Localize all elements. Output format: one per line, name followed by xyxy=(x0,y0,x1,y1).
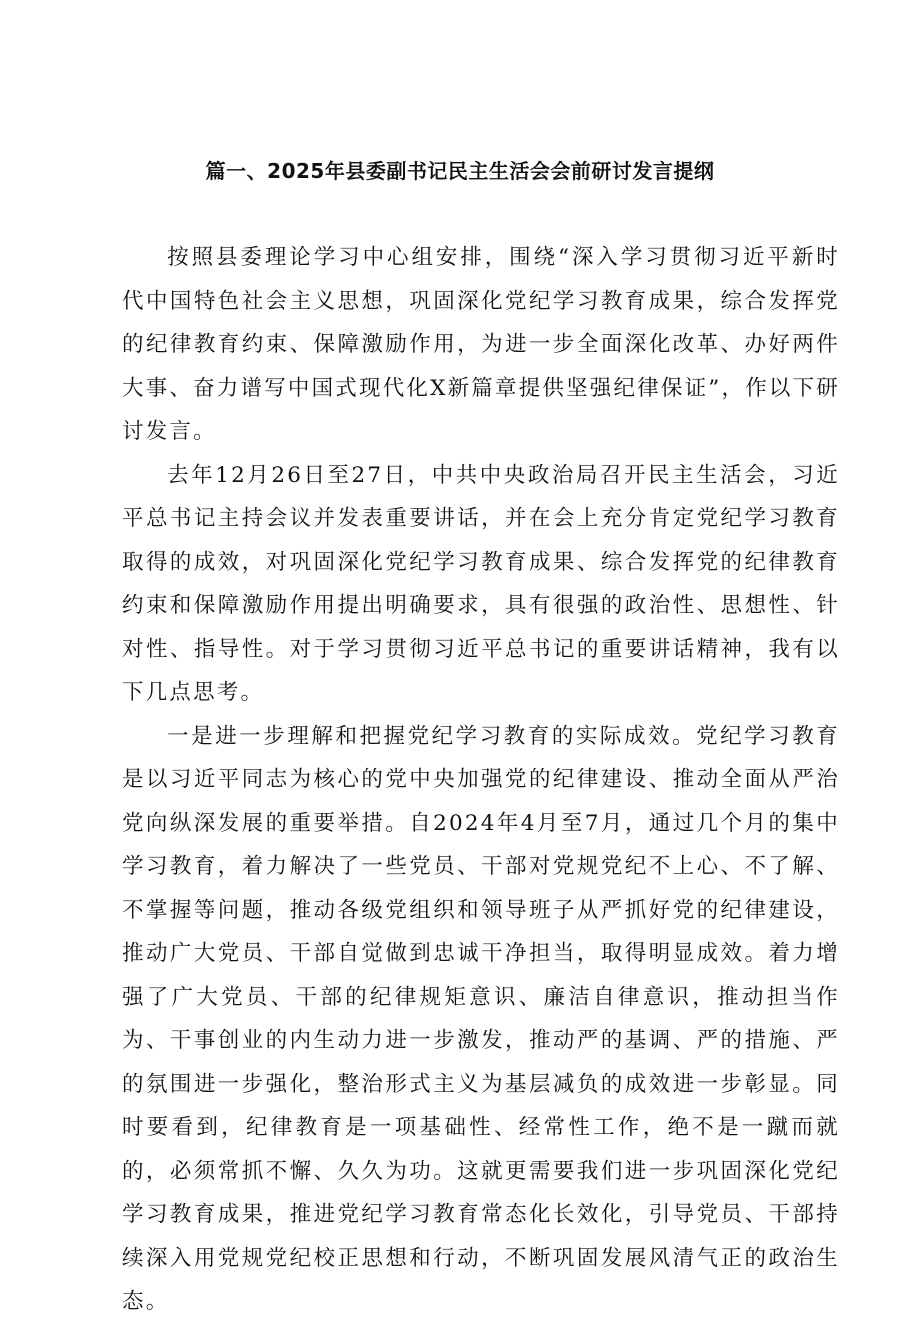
paragraph-point-one: 一是进一步理解和把握党纪学习教育的实际成效。党纪学习教育是以习近平同志为核心的党中央加强党的纪律建设、推动全面从严治党向纵深发展的重要举措。自2024年4月至7月，通过几个月的集中学习教育，着力解决了一些党员、干部对党规党纪不上心、不了解、不掌握等问题，推动各级党组织和领导班子从严抓好党的纪律建设，推动广大党员、干部自觉做到忠诚干净担当，取得明显成效。着力增强了广大党员、干部的纪律规矩意识、廉洁自律意识，推动担当作为、干事创业的内生动力进一步激发，推动严的基调、严的措施、严的氛围进一步强化，整治形式主义为基层减负的成效进一步彰显。同时要看到，纪律教育是一项基础性、经常性工作，绝不是一蹴而就的，必须常抓不懈、久久为功。这就更需要我们进一步巩固深化党纪学习教育成果，推进党纪学习教育常态化长效化，引导党员、干部持续深入用党规党纪校正思想和行动，不断巩固发展风清气正的政治生态。 xyxy=(122,723,840,1314)
paragraph-intro: 按照县委理论学习中心组安排，围绕“深入学习贯彻习近平新时代中国特色社会主义思想，巩固深化党纪学习教育成果，综合发挥党的纪律教育约束、保障激励作用，为进一步全面深化改革、办好两件大事、奋力谱写中国式现代化X新篇章提供坚强纪律保证”，作以下研讨发言。 xyxy=(122,245,841,444)
document-title: 篇一、2025年县委副书记民主生活会会前研讨发言提纲 xyxy=(205,159,715,183)
paragraph-meeting: 去年12月26日至27日，中共中央政治局召开民主生活会，习近平总书记主持会议并发表重要讲话，并在会上充分肯定党纪学习教育取得的成效，对巩固深化党纪学习教育成果、综合发挥党的纪律教育约束和保障激励作用提出明确要求，具有很强的政治性、思想性、针对性、指导性。对于学习贯彻习近平总书记的重要讲话精神，我有以下几点思考。 xyxy=(122,462,840,705)
document-body xyxy=(122,236,840,1324)
